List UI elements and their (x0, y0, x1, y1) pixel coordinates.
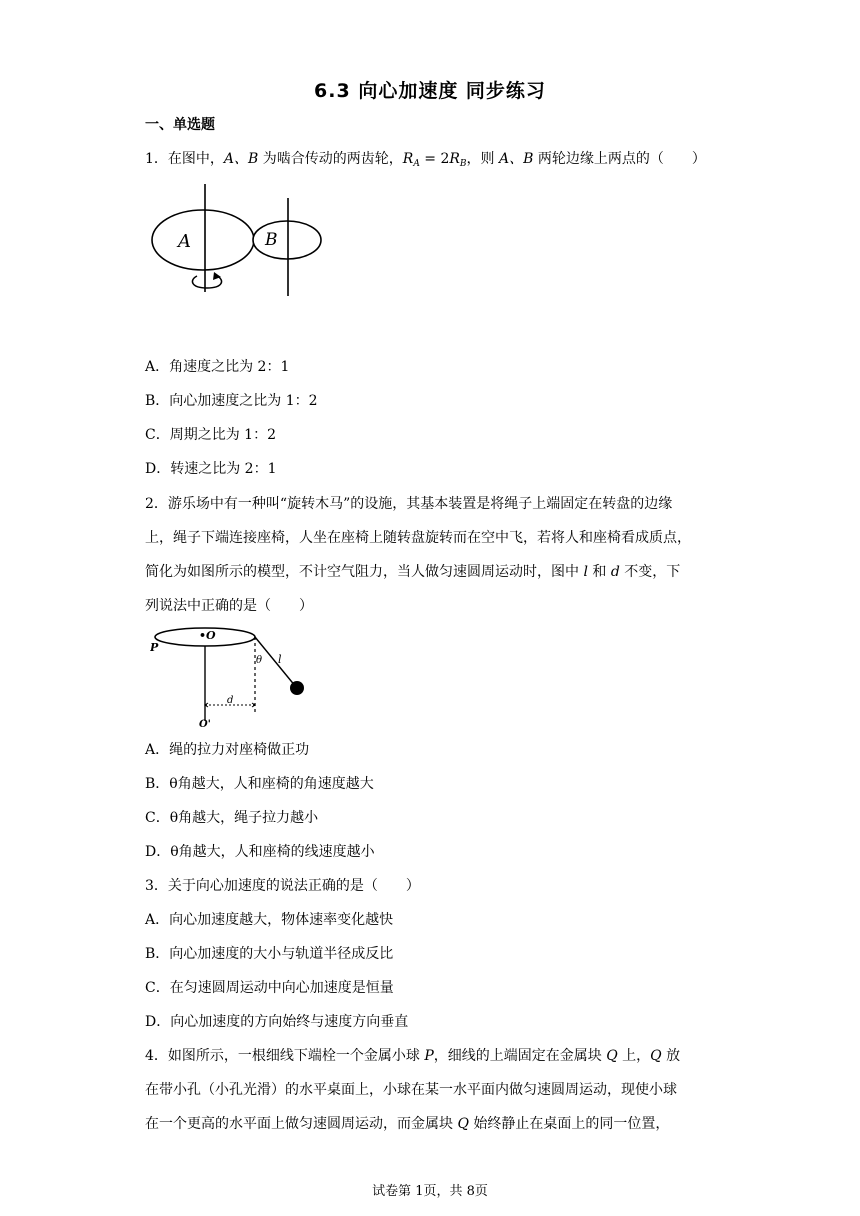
q1-formula-lhs-sub: A (413, 159, 420, 169)
q1-formula-rhs-sub: B (459, 159, 467, 169)
q3-option-c: C．在匀速圆周运动中向心加速度是恒量 (145, 980, 394, 996)
q3-option-d: D．向心加速度的方向始终与速度方向垂直 (145, 1014, 409, 1030)
q2-line-3 (145, 561, 680, 581)
gear-diagram (145, 180, 335, 305)
q4-line-3-q: Q (457, 1116, 469, 1132)
q4-line-2: 在带小孔（小孔光滑）的水平桌面上，小球在某一水平面内做匀速圆周运动，现使小球 (145, 1082, 677, 1098)
carousel-diagram (150, 623, 310, 728)
q2-line-3-post: 不变，下 (619, 564, 681, 580)
seat-ball (290, 681, 304, 695)
q2-option-d: D．θ角越大，人和座椅的线速度越小 (145, 844, 375, 860)
q2-line-2: 上，绳子下端连接座椅，人坐在座椅上随转盘旋转而在空中飞，若将人和座椅看成质点， (145, 530, 691, 546)
q4-line-1-mid: ，细线的上端固定在金属块 (433, 1048, 607, 1064)
q4-line-1-p: P (424, 1048, 434, 1064)
q1-stem-mid: 为啮合传动的两齿轮， (258, 151, 403, 167)
q4-line-1 (145, 1045, 680, 1065)
label-o: •O (199, 629, 216, 642)
page-title: 6.3 向心加速度 同步练习 (314, 80, 546, 102)
page-footer: 试卷第 1页，共 8页 (372, 1184, 488, 1199)
q1-option-b: B．向心加速度之比为 1：2 (145, 393, 318, 409)
q3-option-b: B．向心加速度的大小与轨道半径成反比 (145, 946, 394, 962)
q4-line-1-q: Q (606, 1048, 618, 1064)
q1-stem-post: 两轮边缘上两点的（ ） (533, 151, 706, 167)
q1-option-c: C．周期之比为 1：2 (145, 427, 276, 443)
q2-line-1: 2．游乐场中有一种叫“旋转木马”的设施，其基本装置是将绳子上端固定在转盘的边缘 (145, 496, 673, 512)
q2-option-c: C．θ角越大，绳子拉力越小 (145, 810, 319, 826)
q4-line-3 (145, 1113, 669, 1133)
q1-option-d: D．转速之比为 2：1 (145, 461, 277, 477)
q2-line-4: 列说法中正确的是（ ） (145, 598, 313, 614)
q1-formula-rhs: R (449, 151, 460, 167)
q3-option-a: A．向心加速度越大，物体速率变化越快 (145, 912, 394, 928)
q2-line-3-l: l (583, 564, 588, 580)
label-theta: θ (256, 655, 263, 666)
label-d: d (227, 695, 234, 706)
q4-line-3-post: 始终静止在桌面上的同一位置， (468, 1116, 670, 1132)
gear-label-b: B (265, 230, 278, 250)
q4-line-1-pre: 4．如图所示，一根细线下端栓一个金属小球 (145, 1048, 425, 1064)
q4-line-1-mid2: 上， (617, 1048, 651, 1064)
label-l: l (278, 653, 282, 666)
section-heading: 一、单选题 (145, 117, 215, 133)
q3-stem: 3．关于向心加速度的说法正确的是（ ） (145, 878, 420, 894)
q2-option-b: B．θ角越大，人和座椅的角速度越大 (145, 776, 374, 792)
q1-stem-post-ab: A、B (499, 151, 534, 167)
q2-option-a: A．绳的拉力对座椅做正功 (145, 742, 310, 758)
q1-stem-pre: 1．在图中， (145, 151, 224, 167)
q1-formula-lhs: R (402, 151, 414, 167)
q1-stem (145, 148, 706, 169)
q1-option-a: A．角速度之比为 2：1 (145, 359, 290, 375)
q4-line-1-q2: Q (650, 1048, 662, 1064)
q1-stem-post-pre: ，则 (466, 151, 499, 167)
q1-formula-eq: = 2 (419, 151, 450, 167)
gear-label-a: A (178, 231, 191, 252)
q1-stem-ab: A、B (223, 151, 259, 167)
q2-line-3-pre: 简化为如图所示的模型，不计空气阻力，当人做匀速圆周运动时，图中 (145, 564, 584, 580)
q4-line-1-post: 放 (661, 1048, 681, 1064)
q2-line-3-d: d (610, 564, 620, 580)
label-o-prime: O' (199, 719, 211, 728)
q4-line-3-pre: 在一个更高的水平面上做匀速圆周运动，而金属块 (145, 1116, 458, 1132)
q2-line-3-mid: 和 (587, 564, 611, 580)
label-p: P (150, 641, 159, 654)
